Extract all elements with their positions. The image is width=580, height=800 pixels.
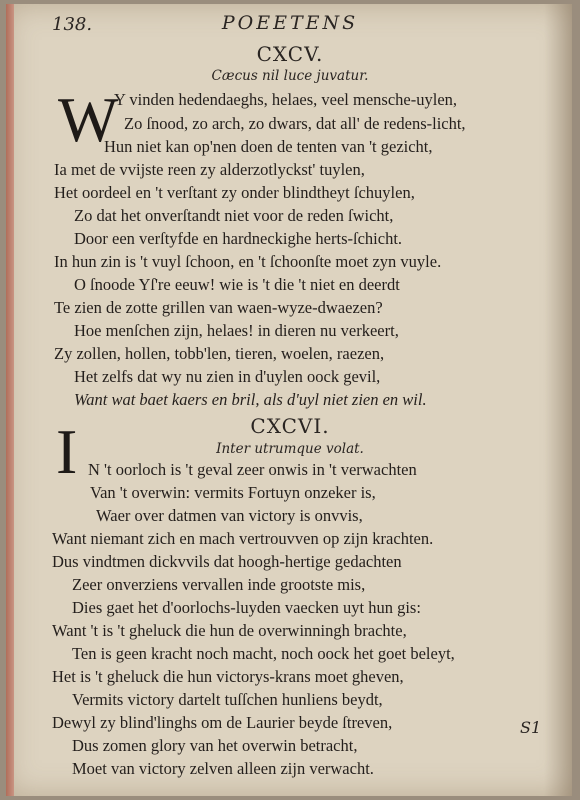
poem1-line: Zo ſnood, zo arch, zo dwars, dat all' de redens-licht, <box>124 114 466 133</box>
poem2-line: Dies gaet het d'oorlochs-luyden vaecken uyt hun gis: <box>72 598 421 617</box>
printer-signature: S1 <box>520 718 542 737</box>
poem1-line: Want wat baet kaers en bril, als d'uyl niet zien en wil. <box>74 390 427 409</box>
poem1-line: Y vinden hedendaeghs, helaes, veel mensche-uylen, <box>114 90 458 109</box>
poem2-line: N 't oorloch is 't geval zeer onwis in 't verwachten <box>88 460 417 479</box>
poem1-line: Te zien de zotte grillen van waen-wyze-dwaezen? <box>54 298 383 317</box>
poem1-line: Door een verſtyfde en hardneckighe herts-ſchicht. <box>74 229 403 248</box>
poem1-line: Zo dat het onverſtandt niet voor de reden ſwicht, <box>74 206 394 225</box>
poem2-line: Moet van victory zelven alleen zijn verwacht. <box>72 759 374 778</box>
poem1-line: Hun niet kan op'nen doen de tenten van 't gezicht, <box>104 137 433 156</box>
poem1-line: Zy zollen, hollen, tobb'len, tieren, woelen, raezen, <box>54 344 385 363</box>
poem1-drop-cap: W <box>58 84 119 155</box>
poem2-motto: Inter utrumque volat. <box>216 441 364 457</box>
poem1-motto: Cæcus nil luce juvatur. <box>211 68 369 84</box>
poem2-line: Dus zomen glory van het overwin betracht, <box>72 736 358 755</box>
running-head: POEETENS <box>221 12 359 34</box>
poem1-line: O ſnoode Yſ're eeuw! wie is 't die 't niet en deerdt <box>74 275 400 294</box>
page-number: 138. <box>52 14 93 35</box>
poem1-number: CXCV. <box>256 42 324 66</box>
poem2-line: Want niemant zich en mach vertrouvven op zijn krachten. <box>52 529 434 548</box>
poem2-line: Want 't is 't gheluck die hun de overwinningh brachte, <box>52 621 407 640</box>
page-binding <box>6 4 14 796</box>
poem2-line: Dewyl zy blind'linghs om de Laurier beyde ſtreven, <box>52 713 393 732</box>
poem2-number: CXCVI. <box>250 414 330 438</box>
poem2-line: Zeer onverziens vervallen inde grootste mis, <box>72 575 366 594</box>
poem1-line: Het zelfs dat wy nu zien in d'uylen oock gevil, <box>74 367 381 386</box>
poem1-line: In hun zin is 't vuyl ſchoon, en 't ſchoonſte moet zyn vuyle. <box>54 252 442 271</box>
poem1-line: Hoe menſchen zijn, helaes! in dieren nu verkeert, <box>74 321 399 340</box>
poem2-line: Ten is geen kracht noch macht, noch oock het goet beleyt, <box>72 644 455 663</box>
poem2-line: Het is 't gheluck die hun victorys-krans moet gheven, <box>52 667 404 686</box>
poem2-line: Vermits victory dartelt tuſſchen hunliens beydt, <box>72 690 383 709</box>
poem1-line: Ia met de vvijste reen zy alderzotlyckst' tuylen, <box>54 160 365 179</box>
poem1-line: Het oordeel en 't verſtant zy onder blindtheyt ſchuylen, <box>54 183 415 202</box>
poem2-line: Waer over datmen van victory is onvvis, <box>96 506 363 525</box>
poem2-drop-cap: I <box>56 416 78 487</box>
poem2-line: Van 't overwin: vermits Fortuyn onzeker is, <box>90 483 376 502</box>
page-edge-shadow <box>544 4 572 796</box>
poem2-line: Dus vindtmen dickvvils dat hoogh-hertige gedachten <box>52 552 402 571</box>
